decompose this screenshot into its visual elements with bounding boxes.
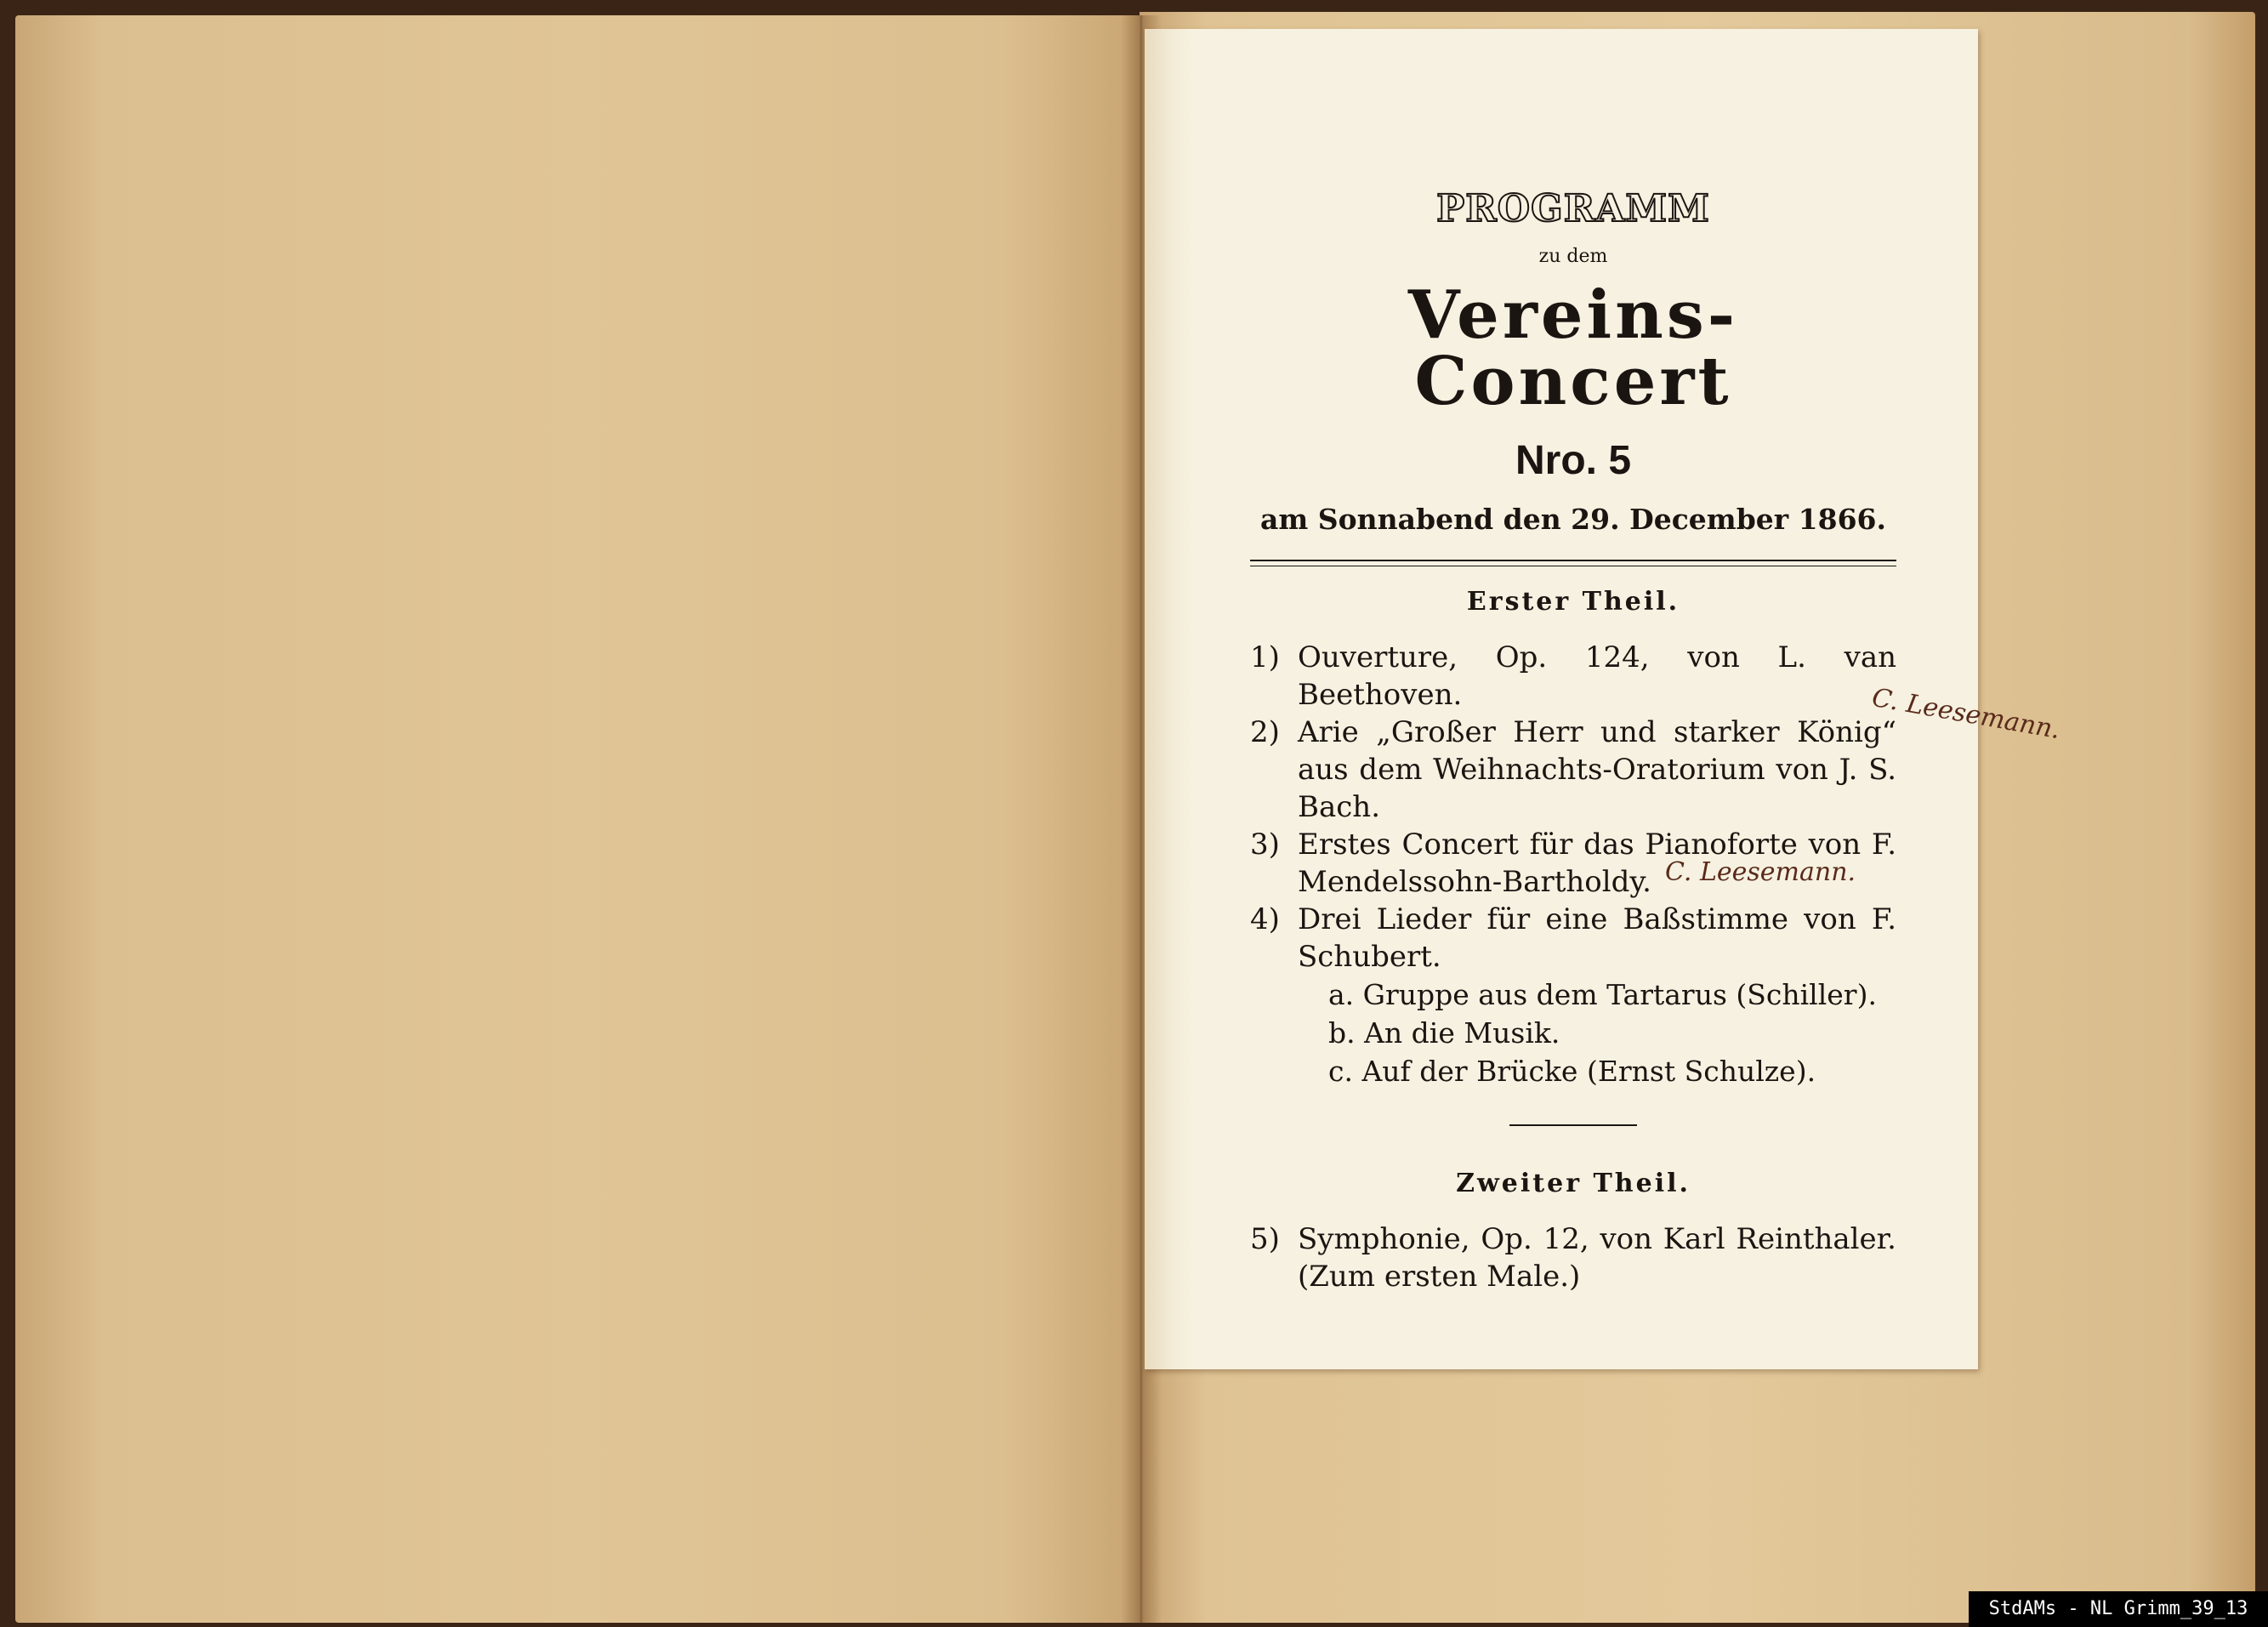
program-subtitle: zu dem	[1538, 246, 1608, 267]
torn-edge	[1145, 29, 1192, 1369]
concert-program	[1250, 179, 1896, 1295]
item-number: 5)	[1250, 1222, 1280, 1256]
item-text: Ouverture, Op. 124, von L. van Beethoven.	[1298, 640, 1896, 712]
part2-heading: Zweiter Theil.	[1456, 1169, 1691, 1198]
item-number: 1)	[1250, 640, 1280, 674]
section-divider	[1509, 1124, 1637, 1126]
item-number: 4)	[1250, 902, 1280, 936]
item-text: Arie „Großer Herr und starker König“ aus dem Weihnachts-Oratorium von J. S. Bach.	[1298, 715, 1896, 824]
program-item	[1250, 1220, 1896, 1295]
program-item	[1250, 639, 1896, 714]
sub-item: b. An die Musik.	[1328, 1016, 1560, 1050]
handwritten-annotation: C. Leesemann.	[1665, 857, 1856, 887]
archive-label: StdAMs - NL Grimm_39_13	[1969, 1591, 2268, 1627]
part2-items	[1250, 1220, 1896, 1295]
concert-headline: Vereins-Concert	[1407, 276, 1739, 420]
program-title: PROGRAMM	[1436, 187, 1710, 230]
program-item	[1250, 714, 1896, 826]
part1-heading: Erster Theil.	[1466, 587, 1680, 617]
item-number: 3)	[1250, 828, 1280, 862]
program-item	[1250, 901, 1896, 976]
left-page	[15, 15, 1140, 1623]
sub-item: a. Gruppe aus dem Tartarus (Schiller).	[1328, 978, 1877, 1011]
item-text: Erstes Concert für das Pianoforte von F. Mendelssohn-Bartholdy.	[1298, 828, 1896, 899]
item-text: Drei Lieder für eine Baßstimme von F. Schubert.	[1298, 902, 1896, 974]
concert-date: am Sonnabend den 29. December 1866.	[1260, 503, 1886, 536]
sub-item: c. Auf der Brücke (Ernst Schulze).	[1328, 1055, 1816, 1088]
concert-number: Nro. 5	[1515, 438, 1632, 483]
item-text: Symphonie, Op. 12, von Karl Reinthaler. (Zum ersten Male.)	[1298, 1222, 1896, 1294]
handwritten-annotation: C. Leesemann.	[1869, 682, 2063, 746]
item-number: 2)	[1250, 715, 1280, 749]
double-rule	[1250, 560, 1896, 566]
